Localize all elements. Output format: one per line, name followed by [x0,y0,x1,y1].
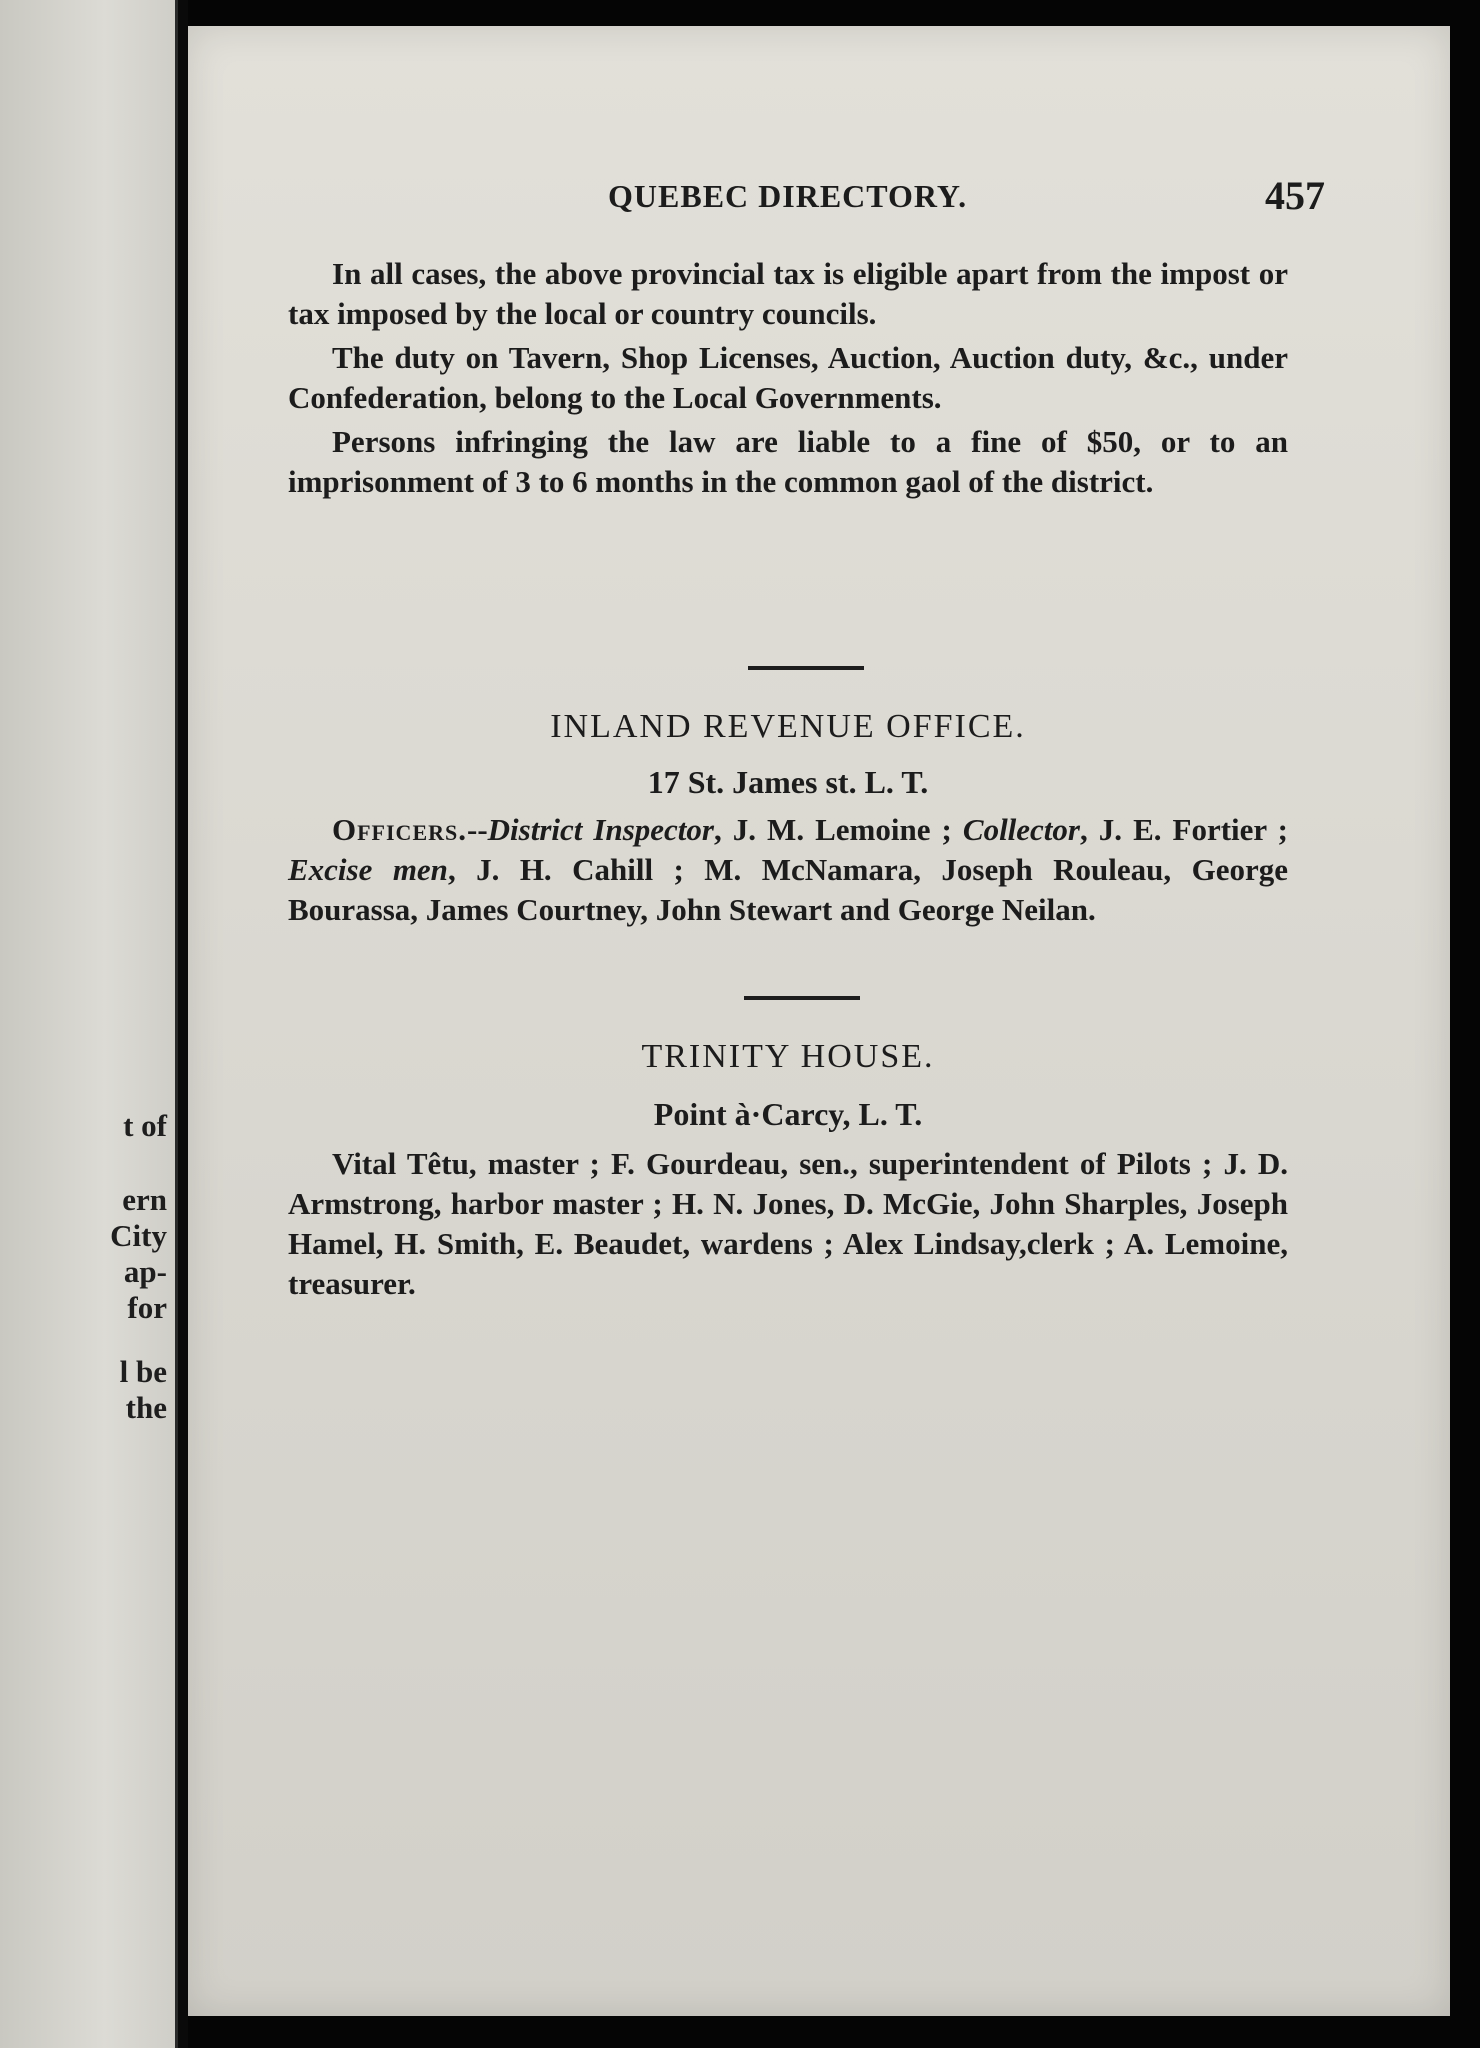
book-gutter [178,0,188,2048]
directory-page [188,26,1450,2016]
paragraph: The duty on Tavern, Shop Licenses, Auction, Auction duty, &c., under Confederation, belong to the Local Governments. [288,340,1288,415]
section-address: Point à·Carcy, L. T. [653,1096,923,1132]
inland-revenue-officers [288,810,1288,930]
section-divider [744,996,860,1000]
tax-notes [288,254,1288,502]
officers-paragraph [288,810,1288,930]
label-dash: -- [467,812,488,847]
facing-page-fragment: City [110,1218,167,1253]
paragraph: In all cases, the above provincial tax is eligible apart from the impost or tax imposed by the local or country councils. [288,256,1288,331]
section-divider [748,666,864,670]
section-address: 17 St. James st. L. T. [647,764,929,800]
officer-title: District Inspector [487,812,714,847]
officer-name: , J. E. Fortier ; [1080,812,1288,847]
facing-page-fragment: the [125,1390,167,1425]
facing-page-fragment: ern [122,1182,167,1217]
trinity-house-members [288,1144,1288,1304]
running-head [188,172,1450,222]
facing-page-fragment: ap- [123,1254,167,1289]
facing-page-paper [0,0,175,2048]
members-paragraph: Vital Têtu, master ; F. Gourdeau, sen., superintendent of Pilots ; J. D. Armstrong, harbor master ; H. N. Jones, D. McGie, John Sharples, Joseph Hamel, H. Smith, E. Beaudet, wardens ; Alex Lindsay,clerk ; A. Lemoine, treasurer. [288,1146,1288,1301]
facing-page-edge [0,0,178,2048]
facing-page-fragment: for [127,1290,167,1325]
section-heading: INLAND REVENUE OFFICE. [550,708,1026,745]
facing-page-fragment: t of [123,1108,167,1143]
officer-title: Collector [962,812,1080,847]
paragraph: Persons infringing the law are liable to a fine of $50, or to an imprisonment of 3 to 6 months in the common gaol of the district. [288,424,1288,499]
officer-names: , J. H. Cahill ; M. McNamara, Joseph Rouleau, George Bourassa, James Courtney, John Stewart and George Neilan. [288,852,1288,927]
running-title: QUEBEC DIRECTORY. [608,178,968,214]
officer-title: Excise men [288,852,448,887]
section-heading: TRINITY HOUSE. [641,1038,935,1075]
facing-page-fragment: l be [119,1354,167,1389]
page-number: 457 [1265,173,1325,218]
officers-label: Officers. [332,812,467,847]
officer-name: , J. M. Lemoine ; [713,812,963,847]
